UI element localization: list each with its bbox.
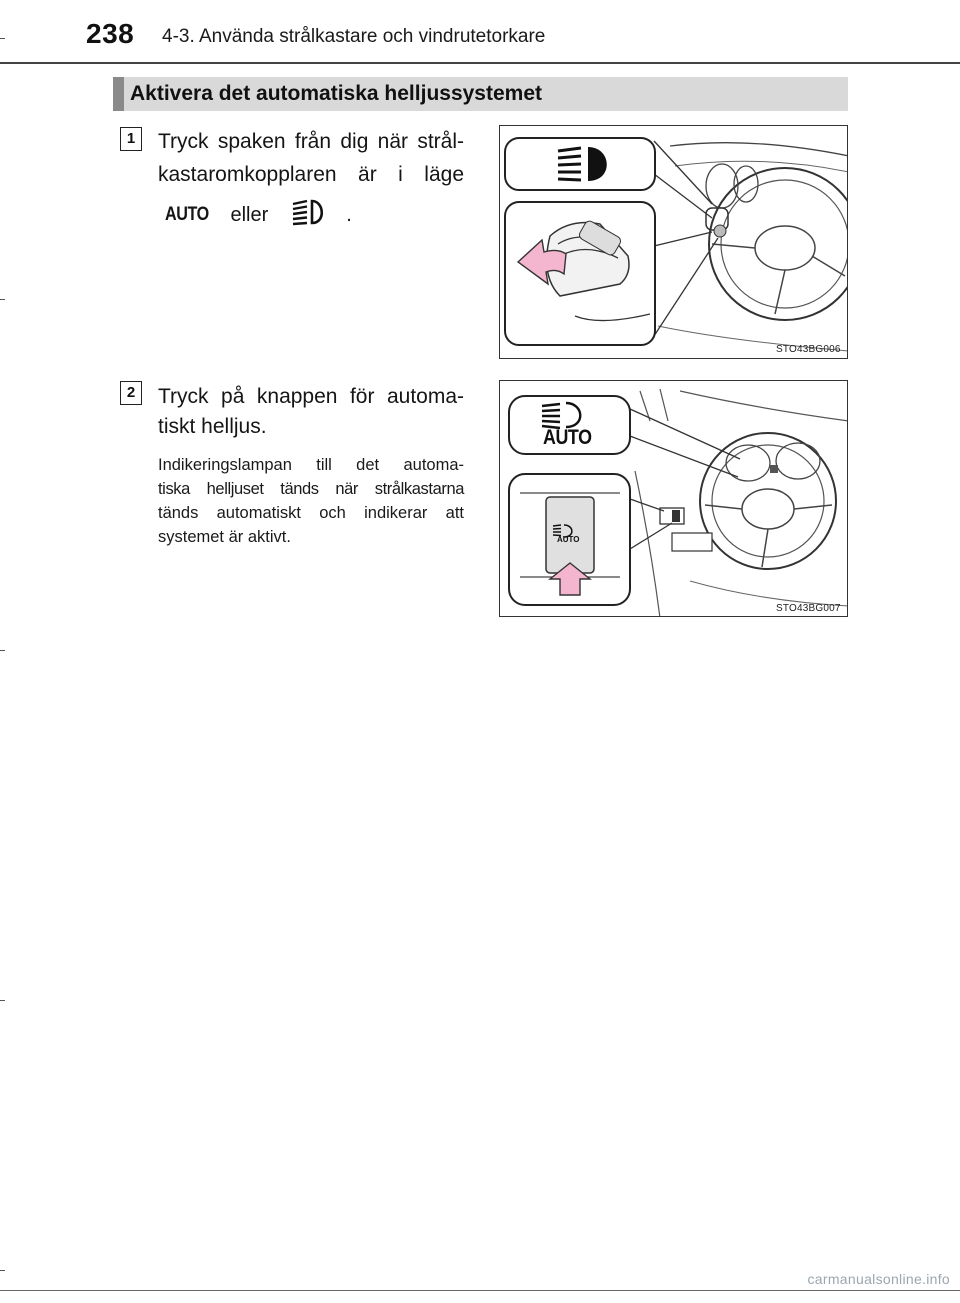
watermark: carmanualsonline.info [807, 1271, 950, 1287]
crop-mark [0, 38, 5, 39]
step-number-badge: 2 [120, 381, 142, 405]
crop-mark [0, 299, 5, 300]
auto-mode-icon: AUTO [165, 204, 209, 225]
button-auto-label: AUTO [557, 535, 580, 544]
header-rule [0, 62, 960, 64]
auto-button-illustration [499, 380, 848, 617]
step2-text-line1: Tryck på knappen för automa- [158, 385, 464, 408]
step1-text-line1: Tryck spaken från dig när strål- [158, 130, 464, 153]
end-punctuation: . [346, 203, 352, 226]
footer-rule [0, 1290, 960, 1291]
lever-illustration [499, 125, 848, 359]
callout-auto-label: AUTO [543, 426, 592, 449]
step2-text-line2: tiskt helljus. [158, 415, 267, 438]
note-line: systemet är aktivt. [158, 528, 291, 546]
step-number-badge: 1 [120, 127, 142, 151]
crop-mark [0, 1270, 5, 1271]
section-title: Aktivera det automatiska helljussystemet [130, 82, 543, 105]
running-head: 4-3. Använda strålkastare och vindrutetorkare [162, 26, 546, 47]
low-beam-icon [290, 198, 330, 232]
step1-mode-row [165, 198, 352, 232]
crop-mark [0, 1000, 5, 1001]
crop-mark [0, 650, 5, 651]
figure-id: STO43BG007 [776, 603, 841, 614]
note-line: tiska helljuset tänds när strålkastarna [158, 480, 464, 498]
note-line: tänds automatiskt och indikerar att [158, 504, 464, 522]
figure-id: STO43BG006 [776, 344, 841, 355]
or-word: eller [230, 203, 269, 226]
note-line: Indikeringslampan till det automa- [158, 456, 464, 474]
page-number: 238 [86, 18, 135, 49]
step1-text-line2: kastaromkopplaren är i läge [158, 163, 464, 186]
indicator-note [158, 453, 464, 549]
